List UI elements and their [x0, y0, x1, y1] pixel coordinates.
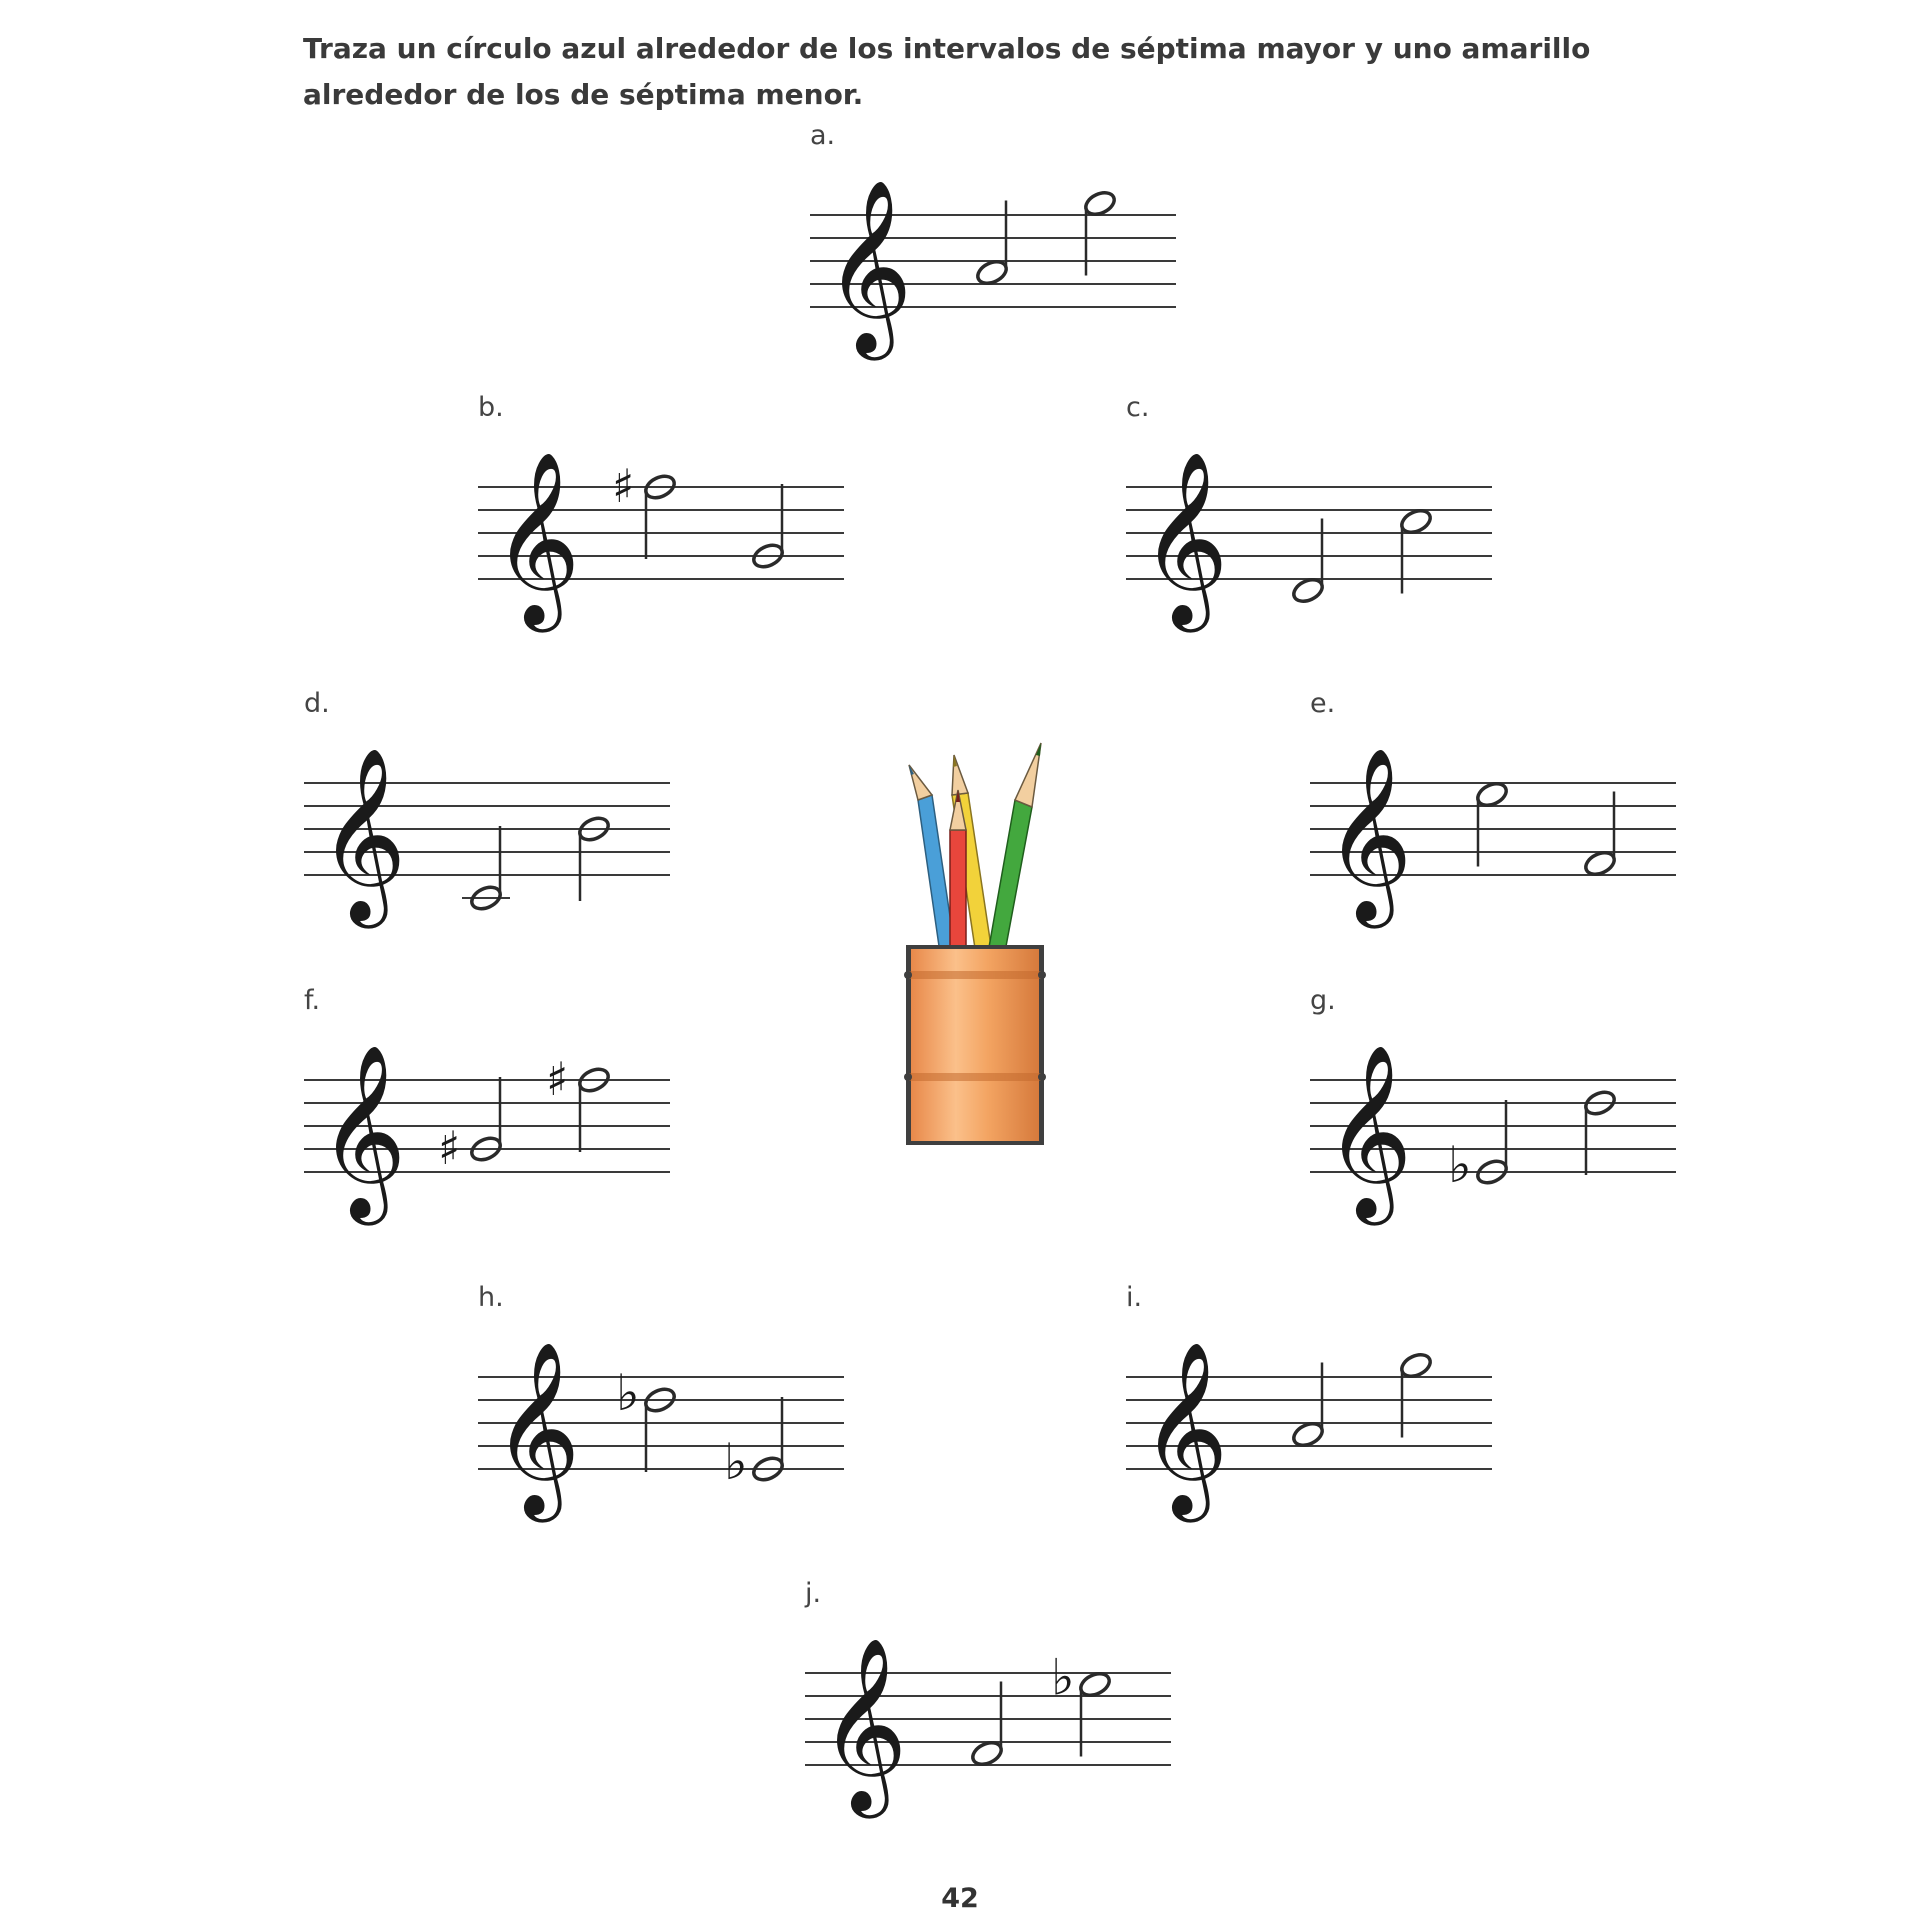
sharp-icon: ♯ — [612, 459, 635, 513]
pencil-cup-illustration — [900, 735, 1070, 1155]
staff — [805, 1618, 1185, 1818]
exercise-d — [304, 688, 684, 928]
note-E5 — [1474, 780, 1509, 867]
note-head — [1290, 576, 1325, 606]
treble-clef-icon: 𝄞 — [492, 1341, 581, 1515]
exercise-label: g. — [1310, 985, 1336, 1016]
note-C4 — [462, 826, 510, 913]
flat-icon: ♭ — [616, 1364, 640, 1422]
exercise-g — [1310, 985, 1690, 1225]
staff — [810, 160, 1190, 360]
staff — [1310, 728, 1690, 928]
staff — [1126, 1322, 1506, 1522]
exercise-h — [478, 1282, 858, 1522]
note-F4 — [969, 1682, 1004, 1769]
staff — [1126, 432, 1506, 632]
note-D4 — [1290, 519, 1325, 606]
treble-clef-icon: 𝄞 — [824, 179, 913, 353]
note-head — [1290, 1420, 1325, 1450]
treble-clef-icon: 𝄞 — [819, 1637, 908, 1811]
note-B4 — [576, 814, 611, 901]
exercise-c — [1126, 392, 1506, 632]
exercise-label: i. — [1126, 1282, 1143, 1313]
treble-clef-icon: 𝄞 — [318, 747, 407, 921]
exercise-label: c. — [1126, 392, 1150, 423]
exercise-e — [1310, 688, 1690, 928]
exercise-b — [478, 392, 858, 632]
exercise-a — [810, 120, 1190, 360]
exercise-j — [805, 1578, 1185, 1818]
exercise-label: b. — [478, 392, 504, 423]
note-E5 — [1051, 1649, 1113, 1757]
note-G5 — [1398, 1351, 1433, 1438]
note-A4 — [974, 201, 1009, 288]
exercise-label: f. — [304, 985, 321, 1016]
sharp-icon: ♯ — [438, 1121, 461, 1175]
note-head — [1398, 507, 1433, 537]
note-head — [1474, 780, 1509, 810]
exercise-i — [1126, 1282, 1506, 1522]
staff — [1310, 1025, 1690, 1225]
note-G4 — [750, 484, 785, 571]
staff — [478, 1322, 858, 1522]
exercise-label: e. — [1310, 688, 1336, 719]
note-C5 — [1398, 507, 1433, 594]
treble-clef-icon: 𝄞 — [492, 451, 581, 625]
red-pencil-icon — [950, 790, 966, 957]
exercise-label: h. — [478, 1282, 504, 1313]
flat-icon: ♭ — [1448, 1136, 1472, 1194]
note-D5 — [616, 1364, 678, 1472]
sharp-icon: ♯ — [546, 1052, 569, 1106]
instructions: Traza un círculo azul alrededor de los intervalos de séptima mayor y uno amarillo alrededor de los de séptima menor. — [303, 32, 1591, 111]
exercise-label: j. — [805, 1578, 822, 1609]
treble-clef-icon: 𝄞 — [1140, 1341, 1229, 1515]
blue-pencil-icon — [909, 765, 955, 953]
staff — [304, 728, 684, 928]
note-D5 — [1582, 1088, 1617, 1175]
note-head — [969, 1739, 1004, 1769]
note-head — [1077, 1670, 1112, 1700]
treble-clef-icon: 𝄞 — [1324, 1044, 1413, 1218]
note-E4 — [724, 1397, 786, 1491]
note-head — [1582, 849, 1617, 879]
treble-clef-icon: 𝄞 — [318, 1044, 407, 1218]
exercise-label: d. — [304, 688, 330, 719]
flat-icon: ♭ — [1051, 1648, 1075, 1707]
staff — [304, 1025, 684, 1225]
flat-icon: ♭ — [724, 1433, 748, 1491]
treble-clef-icon: 𝄞 — [1140, 451, 1229, 625]
note-A4 — [1290, 1363, 1325, 1450]
note-E4 — [1448, 1100, 1510, 1194]
exercise-label: a. — [810, 120, 836, 151]
note-head — [974, 258, 1009, 288]
note-head — [1082, 189, 1117, 219]
exercise-f — [304, 985, 684, 1225]
note-F4 — [1582, 792, 1617, 879]
staff — [478, 432, 858, 632]
page-number: 42 — [941, 1883, 979, 1914]
cup-icon — [904, 945, 1046, 1145]
green-pencil-icon — [988, 743, 1041, 957]
note-head — [1398, 1351, 1433, 1381]
note-G5 — [1082, 189, 1117, 276]
treble-clef-icon: 𝄞 — [1324, 747, 1413, 921]
